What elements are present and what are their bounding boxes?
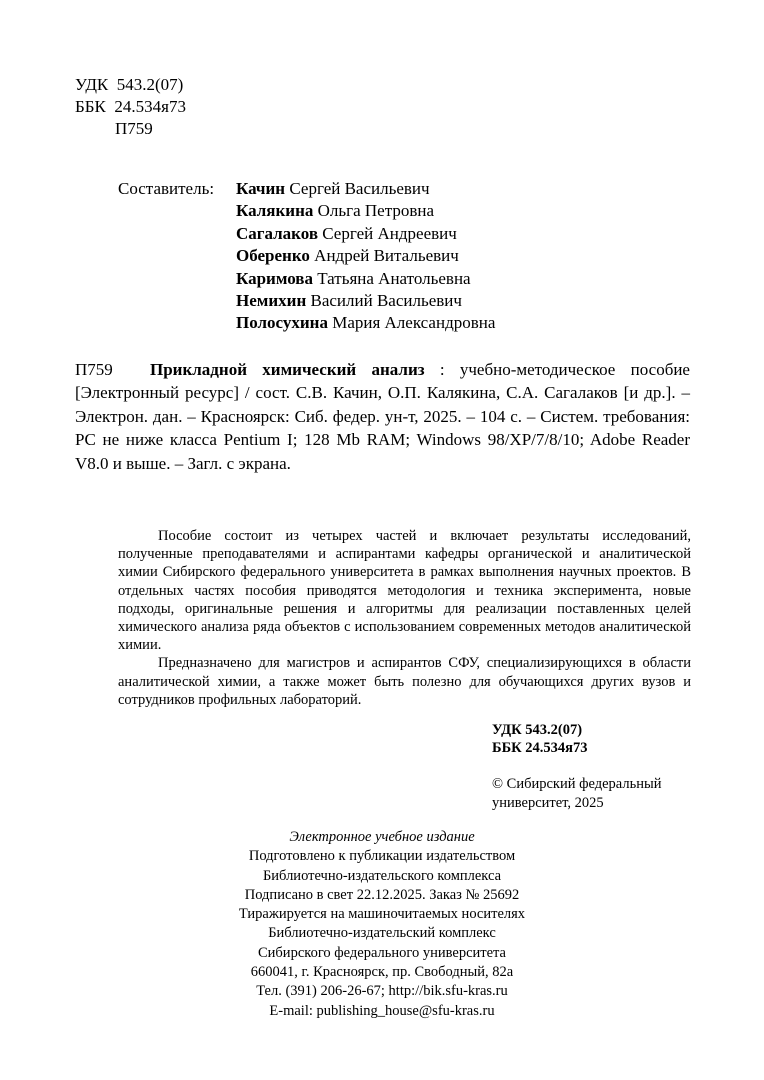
compiler-row <box>236 200 495 222</box>
bbk-line <box>75 96 186 118</box>
compilers-label: Составитель: <box>118 179 215 198</box>
imprint-line: 660041, г. Красноярск, пр. Свободный, 82а <box>250 964 514 981</box>
bbk-value: 24.534я73 <box>114 97 186 116</box>
abstract-paragraph: Пособие состоит из четырех частей и включает результаты исследований, полученные преподавателями и аспирантами кафедры органической и аналитической химии Сибирского федерального университета в рамках выполнения научных проектов. В отдельных частях пособия приводятся методология и техника эксперимента, новые подходы, оригинальные решения и алгоритмы для реализации поставленных целей химического анализа ряда объектов с использованием современных методов аналитической химии. <box>118 528 691 654</box>
author-code: П759 <box>115 119 153 138</box>
imprint-line: Тел. (391) 206-26-67; http://bik.sfu-kras.ru <box>256 983 508 1000</box>
classification-block <box>75 74 186 138</box>
compiler-row <box>236 223 495 245</box>
udk-line <box>75 74 186 96</box>
imprint-line: Библиотечно-издательский комплекс <box>268 925 496 942</box>
imprint-line: Сибирского федерального университета <box>258 944 506 961</box>
compiler-name: Татьяна Анатольевна <box>317 268 471 288</box>
compiler-name: Василий Васильевич <box>310 291 462 311</box>
record-text <box>75 358 690 475</box>
compiler-row <box>236 268 495 290</box>
compiler-row <box>236 290 495 312</box>
copyright <box>492 775 661 812</box>
compiler-row <box>236 178 495 200</box>
compiler-surname: Калякина <box>236 201 314 221</box>
compiler-surname: Полосухина <box>236 313 328 333</box>
compiler-surname: Немихин <box>236 291 307 311</box>
abstract <box>118 527 691 709</box>
imprint-line: E-mail: publishing_house@sfu-kras.ru <box>269 1002 495 1019</box>
compiler-surname: Качин <box>236 179 286 198</box>
compiler-name: Мария Александровна <box>332 313 496 333</box>
compiler-name: Сергей Васильевич <box>289 179 430 198</box>
bbk-label: ББК <box>75 97 106 116</box>
record-description: : учебно-методическое пособие [Электронный ресурс] / сост. С.В. Качин, О.П. Калякина, С.А. Сагалаков [и др.]. – Электрон. дан. – Красноярск: Сиб. федер. ун-т, 2025. – 104 с. – Систем. требования: PC не ниже класса Pentium I; 128 Mb RAM; Windows 98/XP/7/8/10; Adobe Reader V8.0 и выше. – Загл. с экрана. <box>75 360 690 473</box>
abstract-paragraph: Предназначено для магистров и аспирантов СФУ, специализирующихся в области аналитической химии, а также может быть полезно для обучающихся других вузов и сотрудников профильных лабораторий. <box>118 655 691 708</box>
udk-right: УДК 543.2(07) <box>492 722 583 738</box>
imprint-line: Подготовлено к публикации издательством <box>248 848 516 865</box>
compiler-name: Сергей Андреевич <box>322 223 457 243</box>
compilers-list <box>236 178 495 335</box>
bbk-right: ББК 24.534я73 <box>492 740 588 756</box>
imprint-line: Библиотечно-издательского комплекса <box>262 867 502 884</box>
udk-label: УДК <box>75 75 109 94</box>
bibliographic-record <box>75 358 690 475</box>
copyright-line: © Сибирский федеральный <box>492 776 662 792</box>
imprint-line: Подписано в свет 22.12.2025. Заказ № 25692 <box>244 886 520 903</box>
compiler-surname: Каримова <box>236 268 313 288</box>
compiler-row <box>236 312 495 334</box>
book-title: Прикладной химический анализ <box>150 360 425 379</box>
compiler-name: Андрей Витальевич <box>314 246 459 266</box>
record-code: П759 <box>75 360 113 379</box>
classification-right <box>492 721 588 757</box>
copyright-line: университет, 2025 <box>492 794 604 811</box>
compiler-name: Ольга Петровна <box>317 201 435 221</box>
compiler-surname: Оберенко <box>236 246 310 266</box>
udk-value: 543.2(07) <box>116 75 184 94</box>
imprint <box>0 828 764 1021</box>
compiler-surname: Сагалаков <box>236 223 319 243</box>
compiler-row <box>236 245 495 267</box>
imprint-line: Тиражируется на машиночитаемых носителях <box>238 906 526 923</box>
edition-type: Электронное учебное издание <box>289 829 475 845</box>
